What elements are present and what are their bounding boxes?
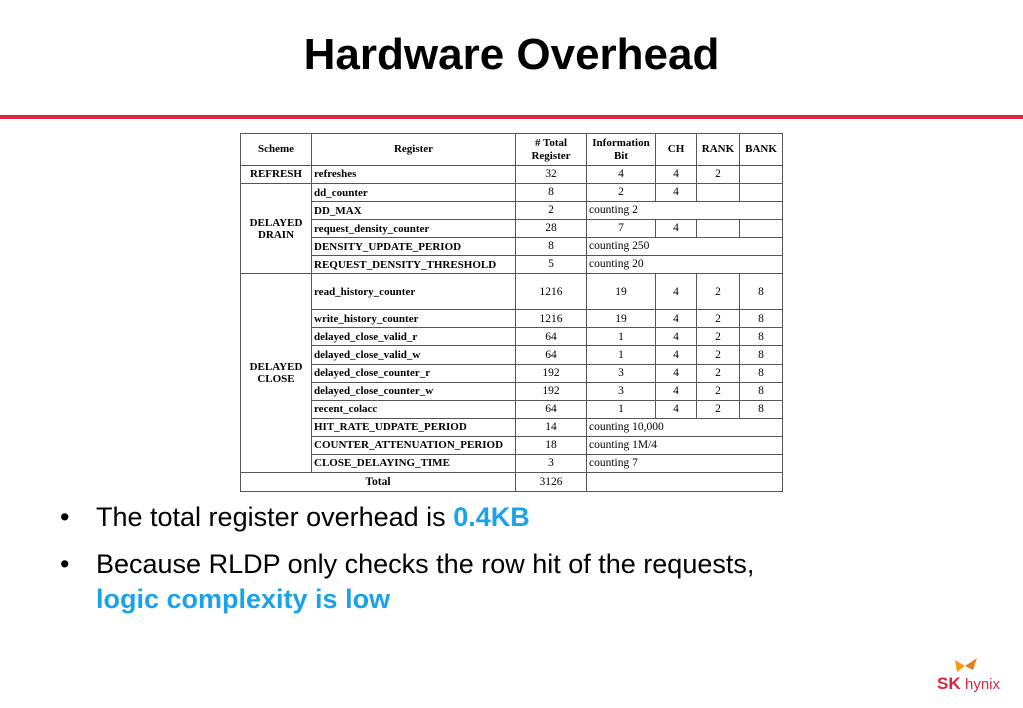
register-name: refreshes xyxy=(312,166,516,184)
total-cell: 8 xyxy=(516,238,587,256)
register-name: delayed_close_valid_r xyxy=(312,328,516,346)
note-cell: counting 2 xyxy=(587,202,783,220)
table-row xyxy=(241,382,783,400)
bank-cell xyxy=(740,220,783,238)
table-row xyxy=(241,364,783,382)
bank-cell: 8 xyxy=(740,346,783,364)
title-divider xyxy=(0,115,1023,119)
register-overhead-table xyxy=(240,133,783,492)
ch-cell: 4 xyxy=(656,364,697,382)
note-cell: counting 1M/4 xyxy=(587,436,783,454)
table-total-row xyxy=(241,472,783,491)
note-cell: counting 7 xyxy=(587,454,783,472)
info-cell: 3 xyxy=(587,382,656,400)
ch-cell: 4 xyxy=(656,400,697,418)
register-name: DD_MAX xyxy=(312,202,516,220)
total-empty-cell xyxy=(587,472,783,491)
bullet-dot-icon: • xyxy=(60,549,70,580)
table-row xyxy=(241,346,783,364)
total-cell: 3 xyxy=(516,454,587,472)
total-cell: 192 xyxy=(516,364,587,382)
table-row xyxy=(241,454,783,472)
info-cell: 7 xyxy=(587,220,656,238)
bullet-highlight: logic complexity is low xyxy=(96,584,391,615)
info-cell: 4 xyxy=(587,166,656,184)
bullet-item xyxy=(60,500,960,535)
table-row xyxy=(241,274,783,310)
table-row xyxy=(241,184,783,202)
bank-cell: 8 xyxy=(740,328,783,346)
info-cell: 3 xyxy=(587,364,656,382)
bullet-text: Because RLDP only checks the row hit of the requests, xyxy=(96,549,755,580)
total-cell: 2 xyxy=(516,202,587,220)
ch-cell: 4 xyxy=(656,184,697,202)
total-cell: 1216 xyxy=(516,310,587,328)
table-row xyxy=(241,238,783,256)
register-name: delayed_close_valid_w xyxy=(312,346,516,364)
total-cell: 64 xyxy=(516,346,587,364)
info-cell: 1 xyxy=(587,328,656,346)
total-cell: 28 xyxy=(516,220,587,238)
ch-cell: 4 xyxy=(656,382,697,400)
slide-title: Hardware Overhead xyxy=(303,30,720,79)
rank-cell xyxy=(697,220,740,238)
total-cell: 8 xyxy=(516,184,587,202)
bank-cell xyxy=(740,166,783,184)
ch-cell: 4 xyxy=(656,166,697,184)
total-cell: 14 xyxy=(516,418,587,436)
register-name: HIT_RATE_UDPATE_PERIOD xyxy=(312,418,516,436)
bank-cell: 8 xyxy=(740,364,783,382)
sk-hynix-logo xyxy=(937,654,1017,694)
header-total-register: # Total Register xyxy=(516,134,587,166)
total-cell: 192 xyxy=(516,382,587,400)
total-label: Total xyxy=(241,472,516,491)
scheme-delayed-drain: DELAYED DRAIN xyxy=(241,184,312,274)
ch-cell: 4 xyxy=(656,346,697,364)
total-value: 3126 xyxy=(516,472,587,491)
bullet-dot-icon: • xyxy=(60,502,70,532)
table-row xyxy=(241,436,783,454)
scheme-delayed-close: DELAYED CLOSE xyxy=(241,274,312,473)
table-row xyxy=(241,256,783,274)
scheme-refresh: REFRESH xyxy=(241,166,312,184)
rank-cell: 2 xyxy=(697,274,740,310)
header-scheme: Scheme xyxy=(241,134,312,166)
ch-cell: 4 xyxy=(656,310,697,328)
info-cell: 1 xyxy=(587,346,656,364)
logo-sk-text: SK xyxy=(937,674,961,693)
rank-cell xyxy=(697,184,740,202)
register-name: recent_colacc xyxy=(312,400,516,418)
header-register: Register xyxy=(312,134,516,166)
total-cell: 18 xyxy=(516,436,587,454)
info-cell: 19 xyxy=(587,274,656,310)
table-row xyxy=(241,328,783,346)
table-header-row xyxy=(241,134,783,166)
rank-cell: 2 xyxy=(697,382,740,400)
register-name: DENSITY_UPDATE_PERIOD xyxy=(312,238,516,256)
total-cell: 32 xyxy=(516,166,587,184)
info-cell: 1 xyxy=(587,400,656,418)
header-information-bit: Information Bit xyxy=(587,134,656,166)
register-name: write_history_counter xyxy=(312,310,516,328)
logo-hynix-text: hynix xyxy=(965,676,1001,693)
register-table-container xyxy=(240,133,782,492)
register-name: REQUEST_DENSITY_THRESHOLD xyxy=(312,256,516,274)
ch-cell: 4 xyxy=(656,220,697,238)
note-cell: counting 250 xyxy=(587,238,783,256)
register-name: request_density_counter xyxy=(312,220,516,238)
total-cell: 64 xyxy=(516,400,587,418)
bullet-text: The total register overhead is xyxy=(96,502,454,532)
total-cell: 1216 xyxy=(516,274,587,310)
bullet-list xyxy=(60,500,960,629)
rank-cell: 2 xyxy=(697,346,740,364)
bank-cell: 8 xyxy=(740,400,783,418)
total-cell: 64 xyxy=(516,328,587,346)
bank-cell: 8 xyxy=(740,310,783,328)
rank-cell: 2 xyxy=(697,364,740,382)
bank-cell: 8 xyxy=(740,382,783,400)
note-cell: counting 10,000 xyxy=(587,418,783,436)
bank-cell: 8 xyxy=(740,274,783,310)
table-row xyxy=(241,166,783,184)
table-row xyxy=(241,400,783,418)
header-ch: CH xyxy=(656,134,697,166)
register-name: delayed_close_counter_r xyxy=(312,364,516,382)
rank-cell: 2 xyxy=(697,166,740,184)
register-name: dd_counter xyxy=(312,184,516,202)
rank-cell: 2 xyxy=(697,310,740,328)
table-row xyxy=(241,418,783,436)
ch-cell: 4 xyxy=(656,274,697,310)
register-name: CLOSE_DELAYING_TIME xyxy=(312,454,516,472)
table-row xyxy=(241,220,783,238)
register-name: COUNTER_ATTENUATION_PERIOD xyxy=(312,436,516,454)
register-name: delayed_close_counter_w xyxy=(312,382,516,400)
header-bank: BANK xyxy=(740,134,783,166)
table-row xyxy=(241,202,783,220)
info-cell: 2 xyxy=(587,184,656,202)
total-cell: 5 xyxy=(516,256,587,274)
register-name: read_history_counter xyxy=(312,274,516,310)
bullet-highlight: 0.4KB xyxy=(453,502,530,532)
header-rank: RANK xyxy=(697,134,740,166)
rank-cell: 2 xyxy=(697,328,740,346)
ch-cell: 4 xyxy=(656,328,697,346)
bank-cell xyxy=(740,184,783,202)
info-cell: 19 xyxy=(587,310,656,328)
bullet-item xyxy=(60,547,960,617)
rank-cell: 2 xyxy=(697,400,740,418)
note-cell: counting 20 xyxy=(587,256,783,274)
table-row xyxy=(241,310,783,328)
